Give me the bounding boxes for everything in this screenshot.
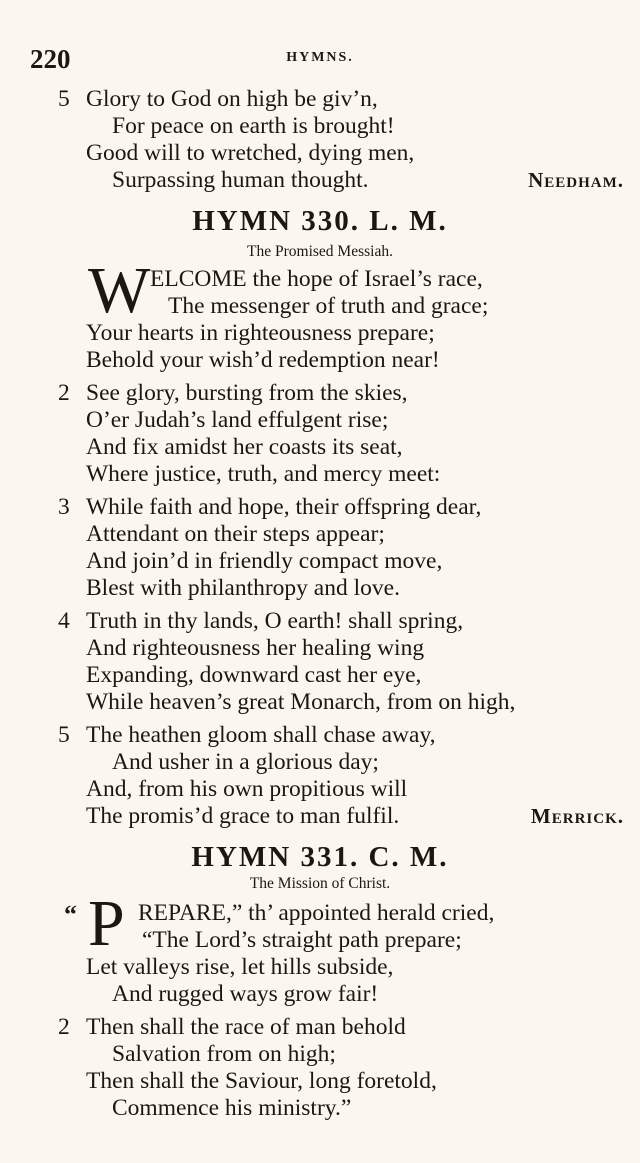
verse-line: Then shall the Saviour, long foretold, xyxy=(86,1068,437,1094)
drop-cap: P xyxy=(88,887,125,960)
verse-line: While faith and hope, their offspring dear, xyxy=(86,494,482,520)
verse-line: And, from his own propitious will xyxy=(86,776,408,802)
verse-line: And join’d in friendly compact move, xyxy=(86,548,443,574)
verse-line: Salvation from on high; xyxy=(112,1041,336,1067)
author-attribution: Merrick. xyxy=(530,804,624,828)
verse-line: The promis’d grace to man fulfil. xyxy=(86,803,400,829)
verse-line: Blest with philanthropy and love. xyxy=(86,575,400,601)
verse-line: Surpassing human thought. xyxy=(112,167,369,193)
stanza-number: 3 xyxy=(58,494,70,520)
verse-line: Let valleys rise, let hills subside, xyxy=(86,954,394,980)
verse-line: The messenger of truth and grace; xyxy=(168,293,489,319)
verse-line: O’er Judah’s land effulgent rise; xyxy=(86,407,389,433)
verse-line: See glory, bursting from the skies, xyxy=(86,380,408,406)
hymn-subtitle: The Mission of Christ. xyxy=(249,875,391,892)
verse-line: Expanding, downward cast her eye, xyxy=(86,662,422,688)
hymn-title: HYMN 331. C. M. xyxy=(191,841,449,873)
hymn-title: HYMN 330. L. M. xyxy=(192,205,448,237)
verse-line: Then shall the race of man behold xyxy=(86,1014,406,1040)
verse-line: The heathen gloom shall chase away, xyxy=(86,722,436,748)
verse-line: Attendant on their steps appear; xyxy=(86,521,385,547)
verse-line: Where justice, truth, and mercy meet: xyxy=(86,461,441,487)
opening-quote: “ xyxy=(64,900,77,929)
running-head: HYMNS. xyxy=(286,50,354,65)
verse-line: Truth in thy lands, O earth! shall spring, xyxy=(86,608,464,634)
verse-line: For peace on earth is brought! xyxy=(112,113,395,139)
stanza-number: 4 xyxy=(58,608,70,634)
verse-line: Good will to wretched, dying men, xyxy=(86,140,415,166)
verse-line: And usher in a glorious day; xyxy=(112,749,379,775)
verse-line: And rugged ways grow fair! xyxy=(112,981,379,1007)
page-number: 220 xyxy=(30,44,71,74)
verse-line: Glory to God on high be giv’n, xyxy=(86,86,378,112)
verse-line: Behold your wish’d redemption near! xyxy=(86,347,440,373)
verse-line: ELCOME the hope of Israel’s race, xyxy=(150,266,483,292)
verse-line: And fix amidst her coasts its seat, xyxy=(86,434,403,460)
verse-line: Commence his ministry.” xyxy=(112,1095,352,1121)
verse-line: “The Lord’s straight path prepare; xyxy=(142,927,462,953)
page-header xyxy=(30,44,610,74)
verse-line: And righteousness her healing wing xyxy=(86,635,425,661)
stanza-number: 5 xyxy=(58,722,70,748)
stanza-number: 2 xyxy=(58,1014,70,1040)
verse-line: Your hearts in righteousness prepare; xyxy=(86,320,435,346)
verse-line: REPARE,” th’ appointed herald cried, xyxy=(138,900,495,926)
author-attribution: Needham. xyxy=(528,168,624,192)
hymn-subtitle: The Promised Messiah. xyxy=(247,243,393,260)
drop-cap: W xyxy=(88,254,151,327)
verse-line: While heaven’s great Monarch, from on high, xyxy=(86,689,516,715)
stanza-number: 2 xyxy=(58,380,70,406)
stanza-number: 5 xyxy=(58,86,70,112)
